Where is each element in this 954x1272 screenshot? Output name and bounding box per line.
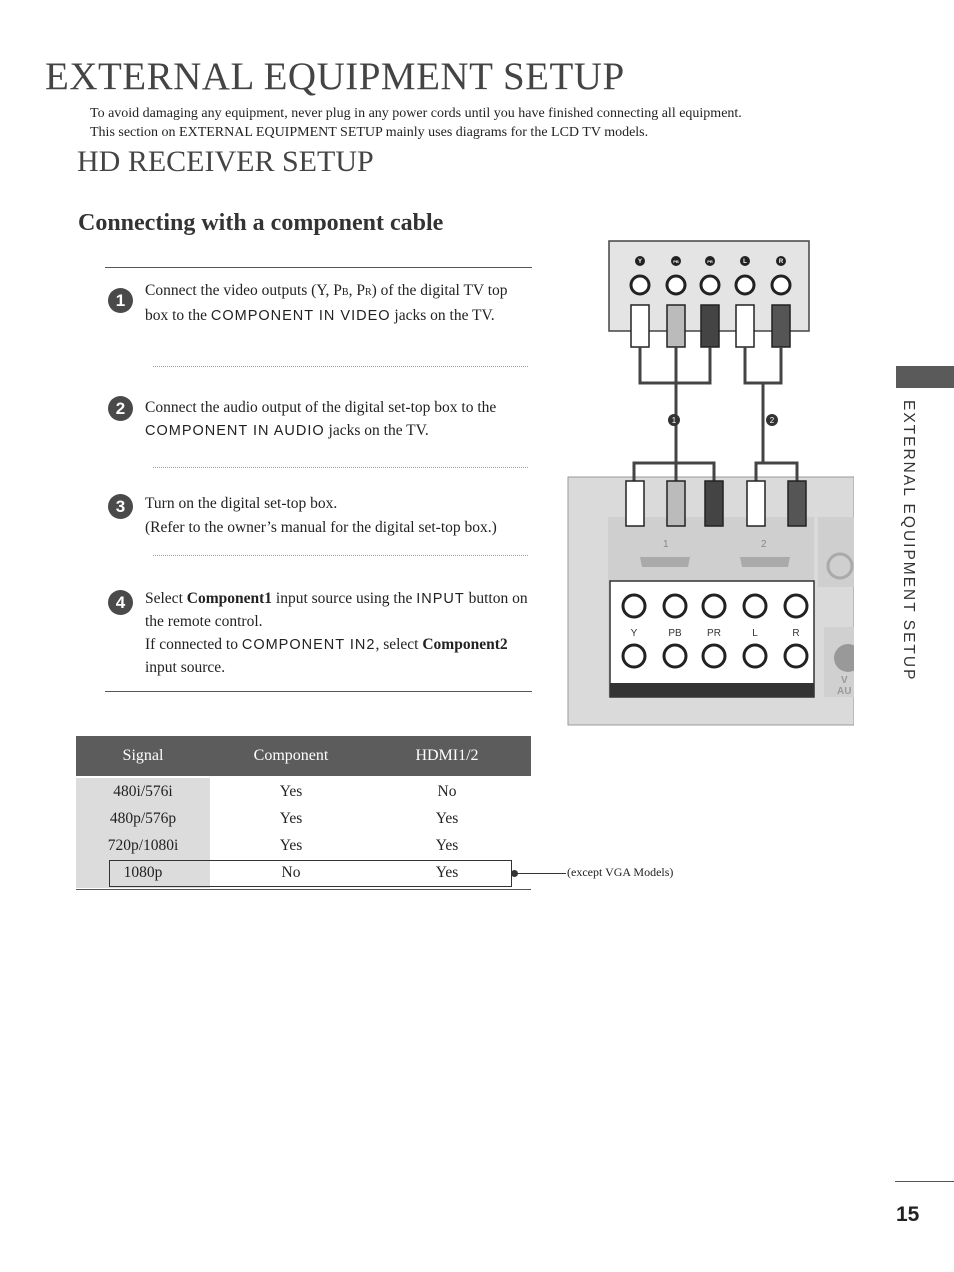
header-hdmi: HDMI1/2: [415, 747, 479, 764]
page-title: EXTERNAL EQUIPMENT SETUP: [45, 55, 625, 98]
table-cell: Yes: [279, 836, 303, 854]
component-in2-keyword: COMPONENT IN2: [241, 637, 376, 653]
input-keyword: INPUT: [416, 591, 465, 607]
table-cell: 480i/576i: [113, 782, 173, 800]
stb-label-text: PB: [673, 259, 679, 264]
tv-label-y: Y: [630, 628, 638, 639]
steps-top-rule: [105, 267, 532, 268]
except-vga-note: (except VGA Models): [567, 865, 674, 879]
cable-marker-text-2: 2: [769, 416, 775, 425]
hdmi-port-2: [740, 557, 790, 567]
component-in-audio-keyword: COMPONENT IN AUDIO: [145, 423, 325, 439]
stb-label-text: L: [743, 259, 747, 265]
step-3-text: Turn on the digital set-top box. (Refer to the owner’s manual for the digital set-top box.): [145, 495, 497, 536]
table-bottom-rule: [76, 889, 531, 890]
side-partial-au: AU: [837, 686, 852, 697]
stb-label-text: R: [778, 259, 784, 265]
step-2-text: Connect the audio output of the digital set-top box to the COMPONENT IN AUDIO jacks on the TV.: [145, 399, 497, 439]
tv-label-l: L: [752, 628, 758, 639]
table-cell: 720p/1080i: [107, 836, 179, 854]
header-signal: Signal: [122, 747, 164, 764]
tv-label-r: R: [792, 628, 800, 639]
chapter-tab: [896, 366, 954, 388]
page-number: 15: [896, 1203, 920, 1226]
step-divider: [153, 555, 528, 556]
section-title: HD RECEIVER SETUP: [77, 145, 374, 178]
table-row: [76, 805, 531, 832]
step-divider: [153, 366, 528, 367]
table-cell: 480p/576p: [109, 809, 177, 827]
stb-label-text: PR: [707, 259, 713, 264]
stb-label-text: Y: [637, 259, 643, 265]
intro-line-2: This section on EXTERNAL EQUIPMENT SETUP mainly uses diagrams for the LCD TV models.: [90, 125, 649, 140]
component1-keyword: Component1: [186, 590, 273, 607]
step-2-number: 2: [108, 396, 133, 421]
table-cell: 1080p: [123, 863, 163, 881]
callout-line: [511, 873, 566, 874]
step-4-number: 4: [108, 590, 133, 615]
hdmi-port-1: [640, 557, 690, 567]
table-cell: Yes: [279, 809, 303, 827]
intro-line-1: To avoid damaging any equipment, never plug in any power cords until you have finished connecting all equipment.: [90, 106, 742, 121]
callout-dot: [511, 870, 518, 877]
tv-label-pr: PR: [707, 628, 721, 639]
step-3-number: 3: [108, 494, 133, 519]
component-in-video-keyword: COMPONENT IN VIDEO: [210, 308, 391, 324]
sub-title: Connecting with a component cable: [78, 210, 444, 236]
step-1-number: 1: [108, 288, 133, 313]
table-cell: No: [281, 863, 301, 881]
1080p-row-highlight: [109, 860, 512, 887]
tv-label-pb: PB: [668, 628, 682, 639]
table-row: [76, 778, 531, 805]
connection-diagram: [560, 235, 854, 730]
header-component: Component: [253, 747, 329, 764]
page-number-rule: [895, 1181, 954, 1182]
table-cell: Yes: [435, 863, 459, 881]
hdmi-label-1: 1: [663, 539, 669, 550]
table-cell: Yes: [435, 836, 459, 854]
chapter-label: EXTERNAL EQUIPMENT SETUP: [900, 400, 917, 682]
step-divider: [153, 467, 528, 468]
component2-keyword: Component2: [422, 636, 508, 653]
table-cell: No: [437, 782, 457, 800]
hdmi-label-2: 2: [761, 539, 767, 550]
table-cell: Yes: [279, 782, 303, 800]
table-cell: Yes: [435, 809, 459, 827]
side-partial-v: V: [841, 675, 848, 686]
step-1-text: Connect the video outputs (Y, PB, PR) of the digital TV top box to the COMPONENT IN VIDEO jacks on the TV.: [145, 282, 508, 324]
steps-bottom-rule: [105, 691, 532, 692]
table-row: [76, 832, 531, 859]
cable-marker-text-1: 1: [671, 416, 677, 425]
panel-base-strip: [610, 683, 814, 697]
table-header: [76, 736, 531, 776]
step-4-text: Select Component1 input source using the INPUT button on the remote control. If connected to COMPONENT IN2, select Component2 input source.: [145, 590, 528, 676]
